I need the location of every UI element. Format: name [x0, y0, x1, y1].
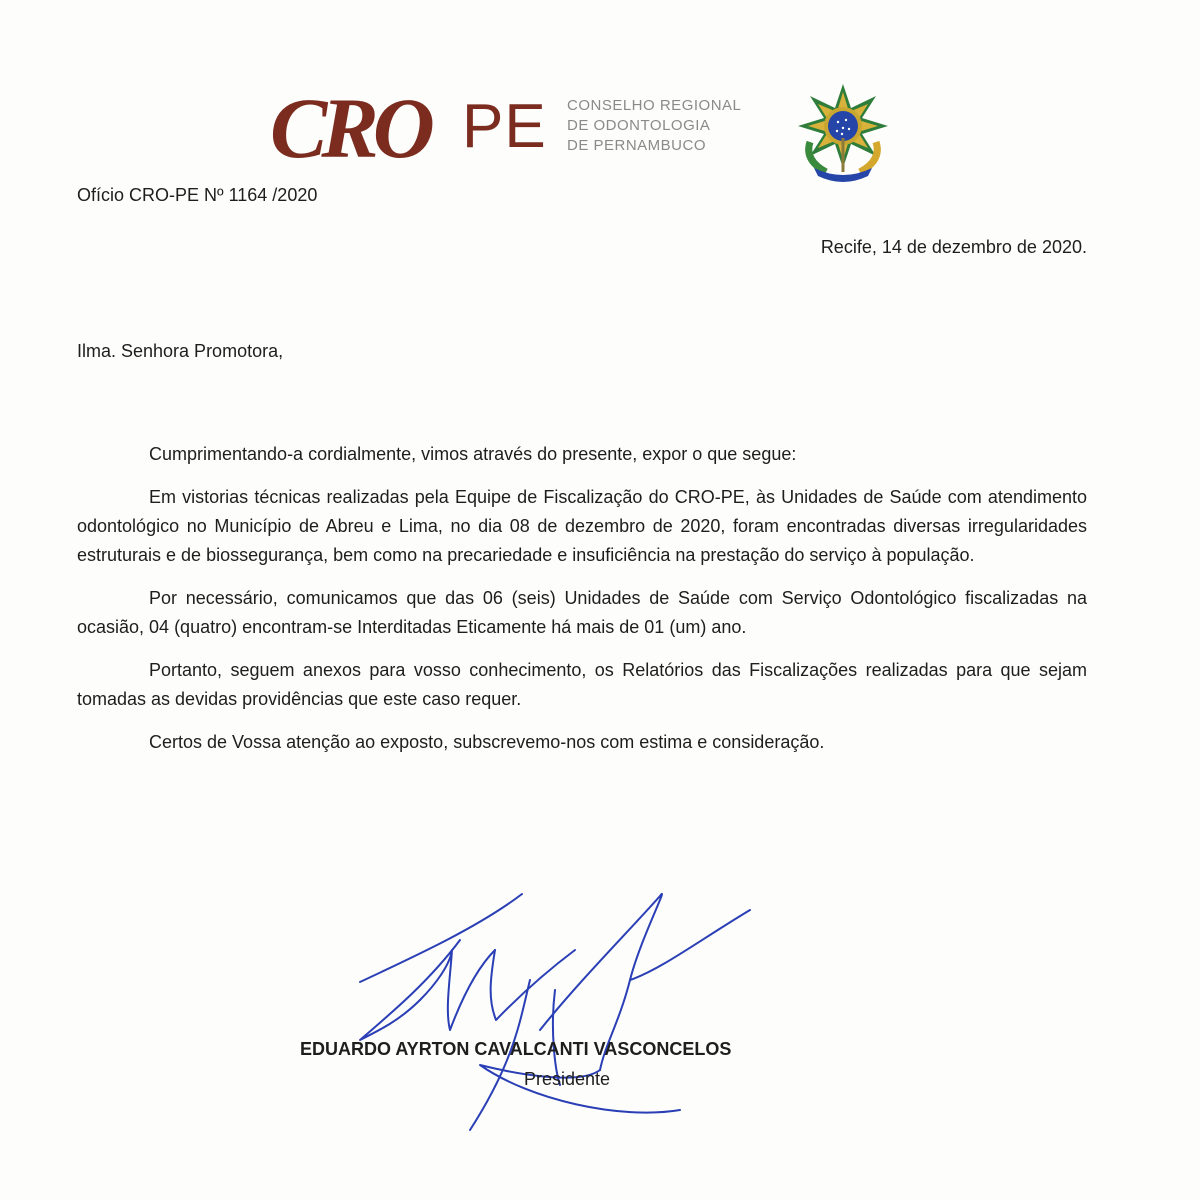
handwritten-signature: [300, 870, 770, 1150]
organization-name-line: CONSELHO REGIONAL: [567, 97, 742, 114]
cro-logo-pe: PE: [462, 92, 547, 161]
letterhead: [270, 82, 900, 182]
organization-name-line: DE ODONTOLOGIA: [567, 117, 711, 134]
organization-name: [567, 96, 741, 156]
body-paragraph: Certos de Vossa atenção ao exposto, subscrevemo-nos com estima e consideração.: [149, 732, 825, 752]
salutation: Ilma. Senhora Promotora,: [77, 341, 284, 361]
letter-body: [77, 440, 1087, 771]
organization-name-line: DE PERNAMBUCO: [567, 137, 707, 154]
signatory-title: Presidente: [524, 1069, 611, 1089]
body-paragraph: Por necessário, comunicamos que das 06 (seis) Unidades de Saúde com Serviço Odontológico fiscalizadas na ocasião, 04 (quatro) encontram-se Interditadas Eticamente há mais de 01 (um) ano.: [77, 588, 1087, 637]
brazil-coat-of-arms-icon: [796, 82, 890, 182]
body-paragraph: Portanto, seguem anexos para vosso conhecimento, os Relatórios das Fiscalizações realizadas para que sejam tomadas as devidas providências que este caso requer.: [77, 660, 1087, 709]
body-paragraph: Cumprimentando-a cordialmente, vimos através do presente, expor o que segue:: [149, 444, 797, 464]
cro-logo-mark: CRO: [270, 80, 429, 176]
office-reference: Ofício CRO-PE Nº 1164 /2020: [77, 185, 318, 205]
signatory-name: EDUARDO AYRTON CAVALCANTI VASCONCELOS: [300, 1039, 732, 1059]
body-paragraph: Em vistorias técnicas realizadas pela Equipe de Fiscalização do CRO-PE, às Unidades de Saúde com atendimento odontológico no Município de Abreu e Lima, no dia 08 de dezembro de 2020, foram encontradas diversas irregularidades estruturais e de biossegurança, bem como na precariedade e insuficiência na prestação do serviço à população.: [77, 487, 1087, 565]
date-line: Recife, 14 de dezembro de 2020.: [820, 237, 1087, 257]
